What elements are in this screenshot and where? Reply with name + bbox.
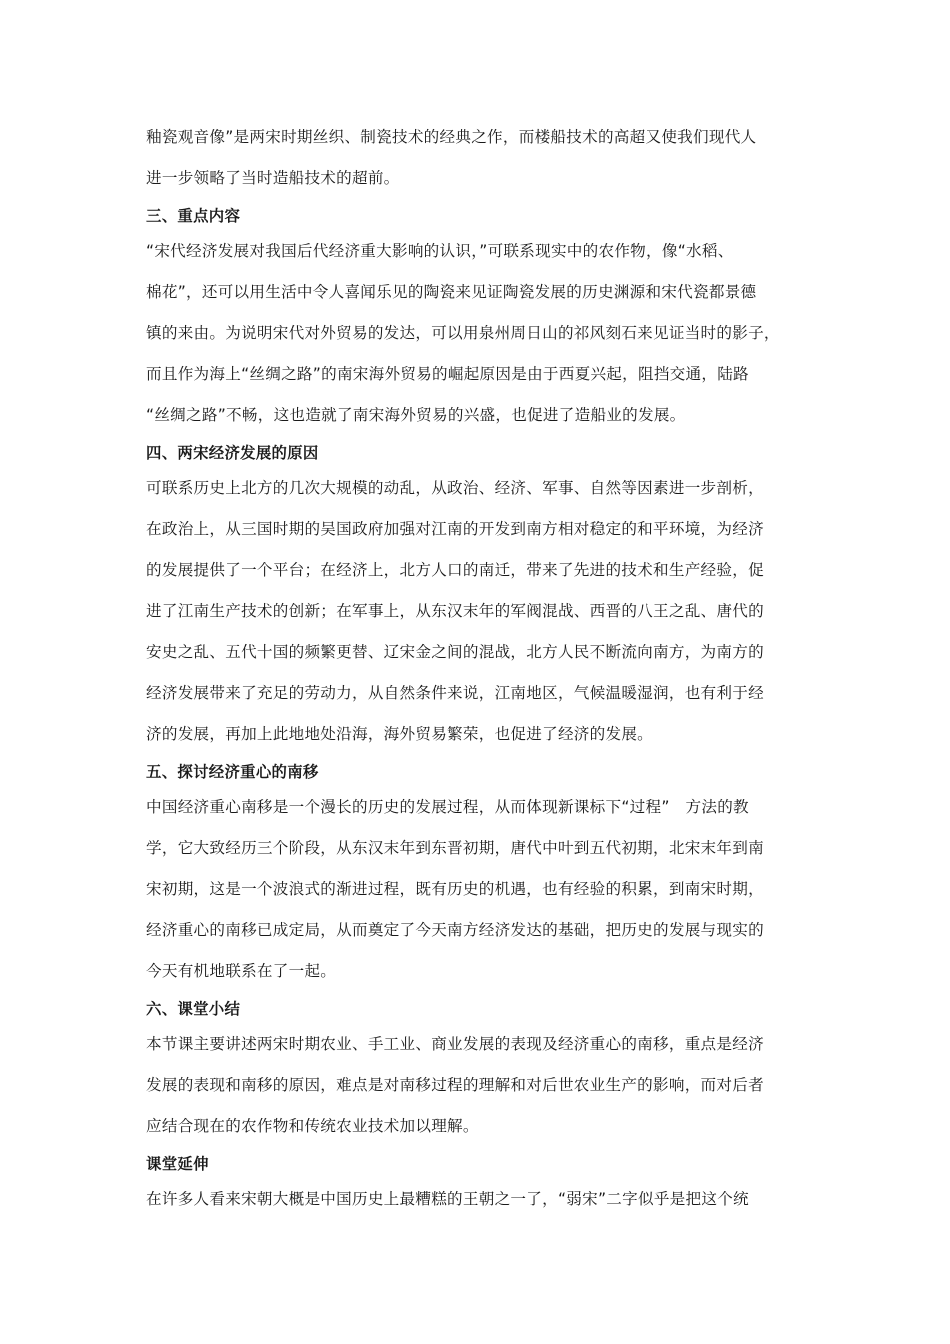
text-line-24: 本节课主要讲述两宋时期农业、手工业、商业发展的表现及经济重心的南移，重点是经济 — [146, 1035, 764, 1053]
text-line-19: 学，它大致经历三个阶段，从东汉末年到东晋初期，唐代中叶到五代初期，北宋末年到南 — [146, 839, 764, 857]
text-line-26: 应结合现在的农作物和传统农业技术加以理解。 — [146, 1117, 479, 1135]
text-line-16: 济的发展，再加上此地地处沿海，海外贸易繁荣，也促进了经济的发展。 — [146, 725, 654, 743]
section-heading-summary: 六、课堂小结 — [146, 1000, 241, 1018]
text-line-28: 在许多人看来宋朝大概是中国历史上最糟糕的王朝之一了，“弱宋”二字似乎是把这个统 — [146, 1190, 749, 1208]
text-line-18: 中国经济重心南移是一个漫长的历史的发展过程，从而体现新课标下“过程” 方法的教 — [146, 798, 749, 816]
section-heading-key-content: 三、重点内容 — [146, 207, 241, 225]
text-line-20: 宋初期，这是一个波浪式的渐进过程，既有历史的机遇，也有经验的积累，到南宋时期， — [146, 880, 764, 898]
section-heading-shift: 五、探讨经济重心的南移 — [146, 763, 319, 781]
text-line-15: 经济发展带来了充足的劳动力，从自然条件来说，江南地区，气候温暖湿润，也有利于经 — [146, 684, 764, 702]
text-line-8: “丝绸之路”不畅，这也造就了南宋海外贸易的兴盛，也促进了造船业的发展。 — [146, 406, 686, 424]
text-line-7: 而且作为海上“丝绸之路”的南宋海外贸易的崛起原因是由于西夏兴起，阻挡交通，陆路 — [146, 365, 749, 383]
text-line-1: 釉瓷观音像”是两宋时期丝织、制瓷技术的经典之作，而楼船技术的高超又使我们现代人 — [146, 128, 757, 146]
text-line-25: 发展的表现和南移的原因，难点是对南移过程的理解和对后世农业生产的影响，而对后者 — [146, 1076, 764, 1094]
text-line-12: 的发展提供了一个平台；在经济上，北方人口的南迁，带来了先进的技术和生产经验，促 — [146, 561, 764, 579]
text-line-2: 进一步领略了当时造船技术的超前。 — [146, 169, 400, 187]
text-line-14: 安史之乱、五代十国的频繁更替、辽宋金之间的混战，北方人民不断流向南方，为南方的 — [146, 643, 764, 661]
text-line-21: 经济重心的南移已成定局，从而奠定了今天南方经济发达的基础，把历史的发展与现实的 — [146, 921, 764, 939]
text-line-10: 可联系历史上北方的几次大规模的动乱，从政治、经济、军事、自然等因素进一步剖析， — [146, 479, 764, 497]
text-line-13: 进了江南生产技术的创新；在军事上，从东汉末年的军阀混战、西晋的八王之乱、唐代的 — [146, 602, 764, 620]
section-heading-causes: 四、两宋经济发展的原因 — [146, 444, 319, 462]
section-heading-extension: 课堂延伸 — [146, 1155, 209, 1173]
text-line-4: “宋代经济发展对我国后代经济重大影响的认识，”可联系现实中的农作物，像“水稻、 — [146, 242, 734, 260]
text-line-22: 今天有机地联系在了一起。 — [146, 962, 337, 980]
text-line-5: 棉花”，还可以用生活中令人喜闻乐见的陶瓷来见证陶瓷发展的历史渊源和宋代瓷都景德 — [146, 283, 757, 301]
text-line-6: 镇的来由。为说明宋代对外贸易的发达，可以用泉州周日山的祁风刻石来见证当时的影子， — [146, 324, 780, 342]
text-line-11: 在政治上，从三国时期的吴国政府加强对江南的开发到南方相对稳定的和平环境，为经济 — [146, 520, 764, 538]
